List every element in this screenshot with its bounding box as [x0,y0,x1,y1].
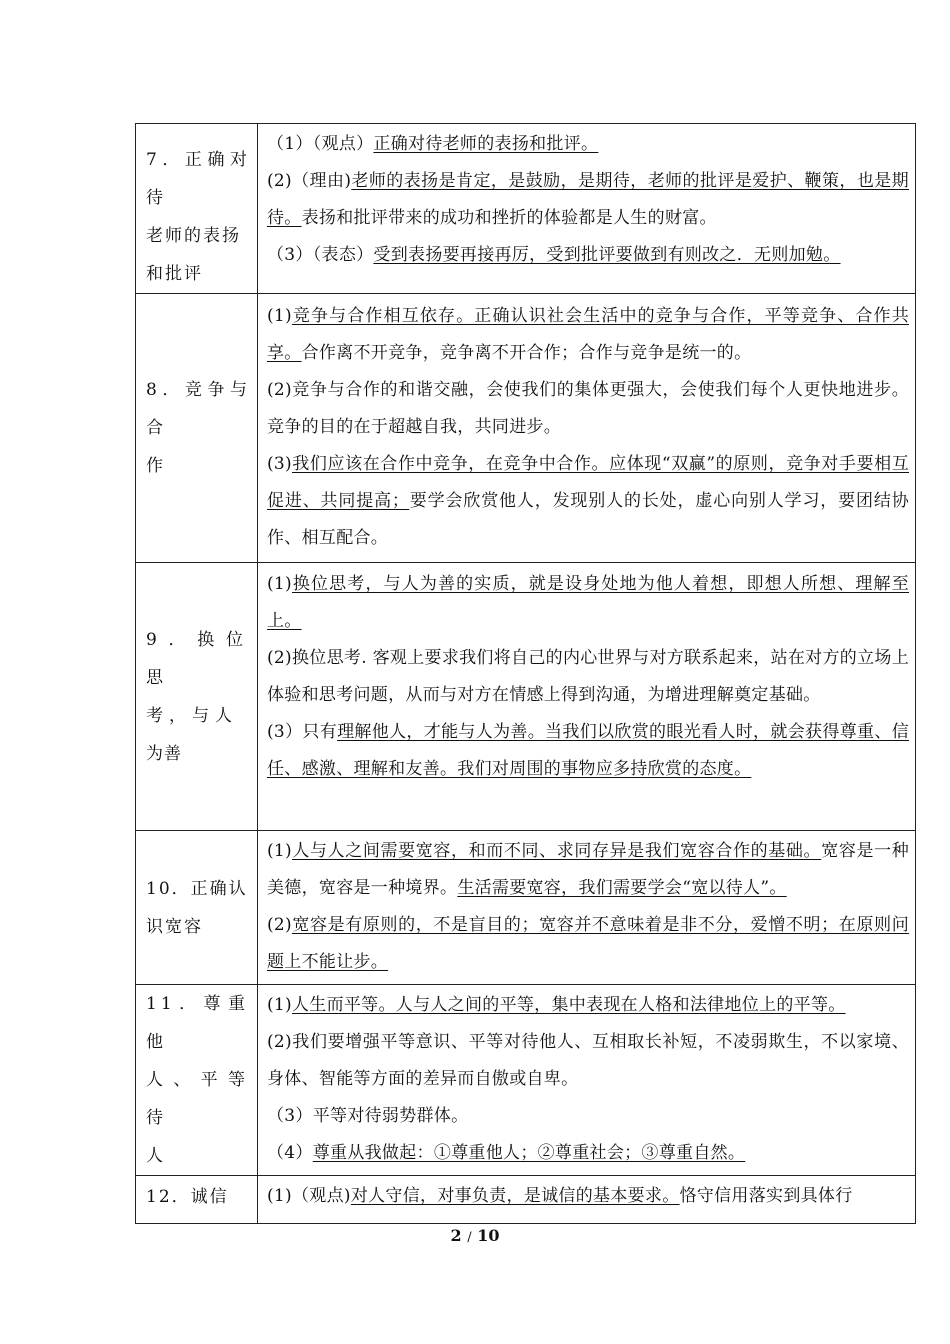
underlined-text: 宽容是有原则的，不是盲目的；宽容并不意味着是非不分，爱憎不明；在原则问题上不能让步。 [267,915,909,972]
content-cell [258,831,916,985]
content-table [135,123,916,1224]
underlined-text: 我们应该在合作中竞争，在竞争中合作。应体现“双赢”的原则，竞争对手要相互促进、共同提高； [267,454,909,511]
topic-text [136,870,257,946]
underlined-text: 人生而平等。人与人之间的平等，集中表现在人格和法律地位上的平等。 [291,995,846,1015]
topic-line: 老师的表扬 [146,226,241,246]
topic-line: 12．诚信 [146,1187,229,1207]
underlined-text: 人与人之间需要宽容，和而不同、求同存异是我们宽容合作的基础。 [291,841,822,861]
topic-text [136,1176,257,1216]
paragraph [258,1135,915,1172]
topic-line: 11．尊重他 [146,994,249,1052]
text-run: 要学会欣赏他人，发现别人的长处，虚心向别人学习，要团结协作、相互配合。 [267,491,909,548]
underlined-text: 受到表扬要再接再厉，受到批评要做到有则改之．无则加勉。 [373,245,841,265]
table-row [136,124,916,294]
page-number [0,1226,950,1245]
underlined-text: 对人守信，对事负责，是诚信的基本要求。 [350,1186,680,1206]
paragraph [258,298,915,372]
text-run: 合作离不开竞争，竞争离不开合作；合作与竞争是统一的。 [301,343,752,363]
topic-line: 识宽容 [146,916,203,937]
topic-cell [136,985,258,1176]
current-page: 2 [450,1226,462,1245]
underlined-text: 竞争与合作相互依存。正确认识社会生活中的竞争与合作，平等竞争、合作共享。 [267,306,909,363]
paragraph [258,1024,915,1098]
text-run: (1) [267,306,292,326]
content-cell [258,985,916,1176]
text-run: （1）（观点） [267,134,374,154]
topic-line: 7．正确对待 [146,150,249,208]
topic-cell [136,831,258,985]
paragraph [258,907,915,981]
table-row [136,563,916,831]
text-run: (3）只有 [267,722,338,742]
text-run: (2)竞争与合作的和谐交融，会使我们的集体更强大，会使我们每个人更快地进步。竞争的目的在于超越自我，共同进步。 [267,380,909,437]
text-run: （3）（表态） [267,245,374,265]
paragraph [258,1178,915,1215]
paragraph [258,126,915,163]
table-row [136,294,916,563]
topic-cell [136,124,258,294]
topic-text [136,371,257,485]
content-cell [258,124,916,294]
topic-cell [136,294,258,563]
content-cell [258,294,916,563]
table-row [136,1176,916,1224]
text-run: (1)（观点) [267,1186,351,1206]
text-run: (2)（理由) [267,171,352,191]
text-run: (1) [267,574,292,594]
text-run: 恪守信用落实到具体行 [679,1186,853,1206]
total-pages: 10 [477,1226,500,1245]
topic-cell [136,1176,258,1224]
text-run: （3）平等对待弱势群体。 [267,1106,469,1126]
text-run: (1) [267,995,292,1015]
text-run: (2)我们要增强平等意识、平等对待他人、互相取长补短，不凌弱欺生，不以家境、身体、智能等方面的差异而自傲或自卑。 [267,1032,909,1089]
content-cell [258,1176,916,1224]
topic-line: 考，与人 [146,705,238,726]
underlined-text: 换位思考，与人为善的实质，就是设身处地为他人着想，即想人所想、理解至上。 [267,574,909,631]
topic-line: 9．换位思 [146,629,249,688]
content-cell [258,563,916,831]
page-separator: / [467,1230,472,1245]
table-row [136,831,916,985]
topic-line: 8．竞争与合 [146,380,249,438]
paragraph [258,446,915,557]
topic-line: 作 [146,456,165,476]
topic-line: 为善 [146,743,182,764]
paragraph [258,833,915,907]
paragraph [258,372,915,446]
text-run: (3) [267,454,292,474]
paragraph [258,1098,915,1135]
underlined-text: 理解他人，才能与人为善。当我们以欣赏的眼光看人时，就会获得尊重、信任、感激、理解和友善。我们对周围的事物应多持欣赏的态度。 [267,722,909,779]
text-run: 表扬和批评带来的成功和挫折的体验都是人生的财富。 [301,208,717,228]
paragraph [258,714,915,788]
paragraph [258,640,915,714]
text-run: 宽容是一种美德，宽容是一种境界。 [267,841,910,898]
text-run: (2)换位思考. 客观上要求我们将自己的内心世界与对方联系起来，站在对方的立场上体验和思考问题，从而与对方在情感上得到沟通，为增进理解奠定基础。 [267,648,909,705]
topic-line: 人、平等待 [146,1070,249,1128]
paragraph [258,237,915,274]
topic-line: 人 [146,1146,167,1166]
underlined-text: 尊重从我做起：①尊重他人；②尊重社会；③尊重自然。 [312,1143,746,1163]
underlined-text: 正确对待老师的表扬和批评。 [373,134,599,154]
topic-text [136,985,257,1175]
table-row [136,985,916,1176]
paragraph [258,987,915,1024]
topic-cell [136,563,258,831]
paragraph [258,163,915,237]
text-run: （4） [267,1143,313,1163]
text-run: (2) [267,915,292,935]
paragraph [258,566,915,640]
topic-line: 和批评 [146,264,203,284]
underlined-text: 老师的表扬是肯定，是鼓励，是期待，老师的批评是爱护、鞭策，也是期待。 [267,171,909,228]
topic-line: 10．正确认 [146,878,248,899]
topic-text [136,621,257,773]
underlined-text: 生活需要宽容，我们需要学会“宽以待人”。 [457,878,787,898]
text-run: (1) [267,841,292,861]
topic-text [136,124,257,293]
